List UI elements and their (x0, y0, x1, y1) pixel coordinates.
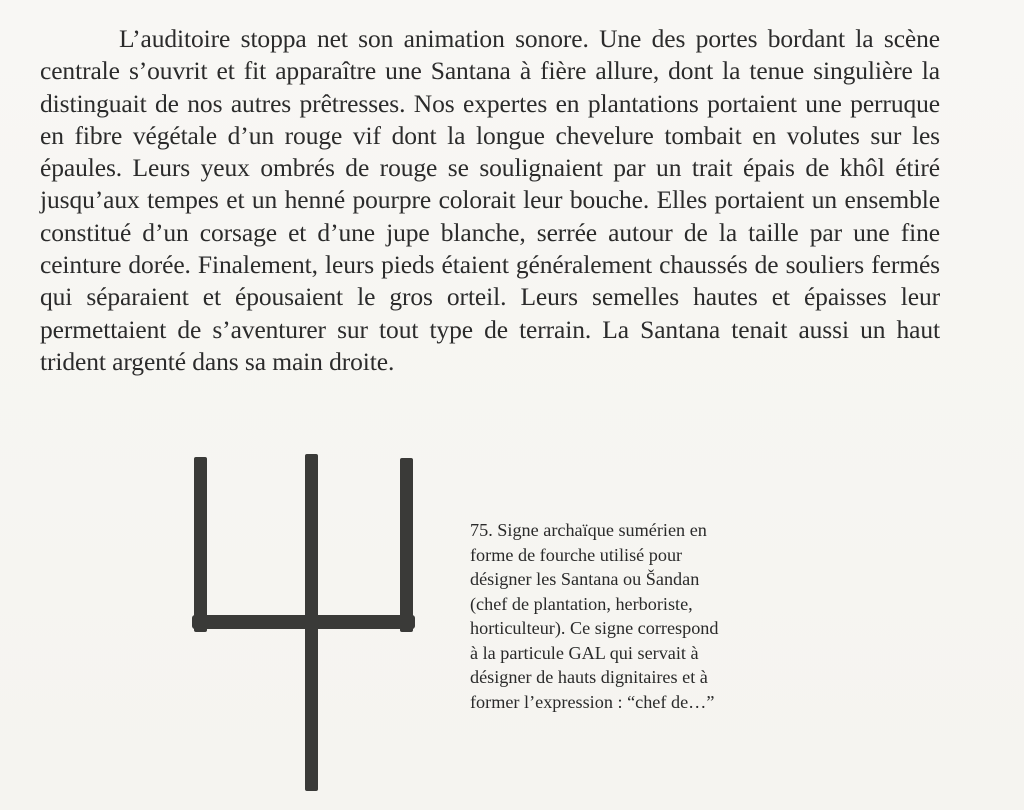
trident-sign-icon (188, 452, 420, 797)
caption-line: horticulteur). Ce signe correspond (470, 618, 719, 638)
caption-line: 75. Signe archaïque sumérien en (470, 520, 707, 540)
caption-line: désigner de hauts dignitaires et à (470, 667, 708, 687)
caption-line: (chef de plantation, herboriste, (470, 593, 693, 614)
caption-line: désigner les Santana ou Šandan (470, 569, 700, 589)
figure-caption (470, 518, 830, 714)
body-paragraph: L’auditoire stoppa net son animation sonore. Une des portes bordant la scène centrale s’ouvrit et fit apparaître une Santana à fière allure, dont la tenue singulière la distinguait de nos autres prêtresses. Nos expertes en plantations portaient une perruque en fibre végétale d’un rouge vif dont la longue chevelure tombait en volutes sur les épaules. Leurs yeux ombrés de rouge se soulignaient par un trait épais de khôl étiré jusqu’aux tempes et un henné pourpre colorait leur bouche. Elles portaient un ensemble constitué d’un corsage et d’une jupe blanche, serrée autour de la taille par une fine ceinture dorée. Finalement, leurs pieds étaient généralement chaussés de souliers fermés qui séparaient et épousaient le gros orteil. Leurs semelles hautes et épaisses leur permettaient de s’aventurer sur tout type de terrain. La Santana tenait aussi un haut trident argenté dans sa main droite. (40, 24, 940, 376)
caption-line: former l’expression : “chef de…” (470, 691, 715, 712)
caption-line: à la particule GAL qui servait à (470, 642, 699, 663)
caption-line: forme de fourche utilisé pour (470, 544, 683, 565)
